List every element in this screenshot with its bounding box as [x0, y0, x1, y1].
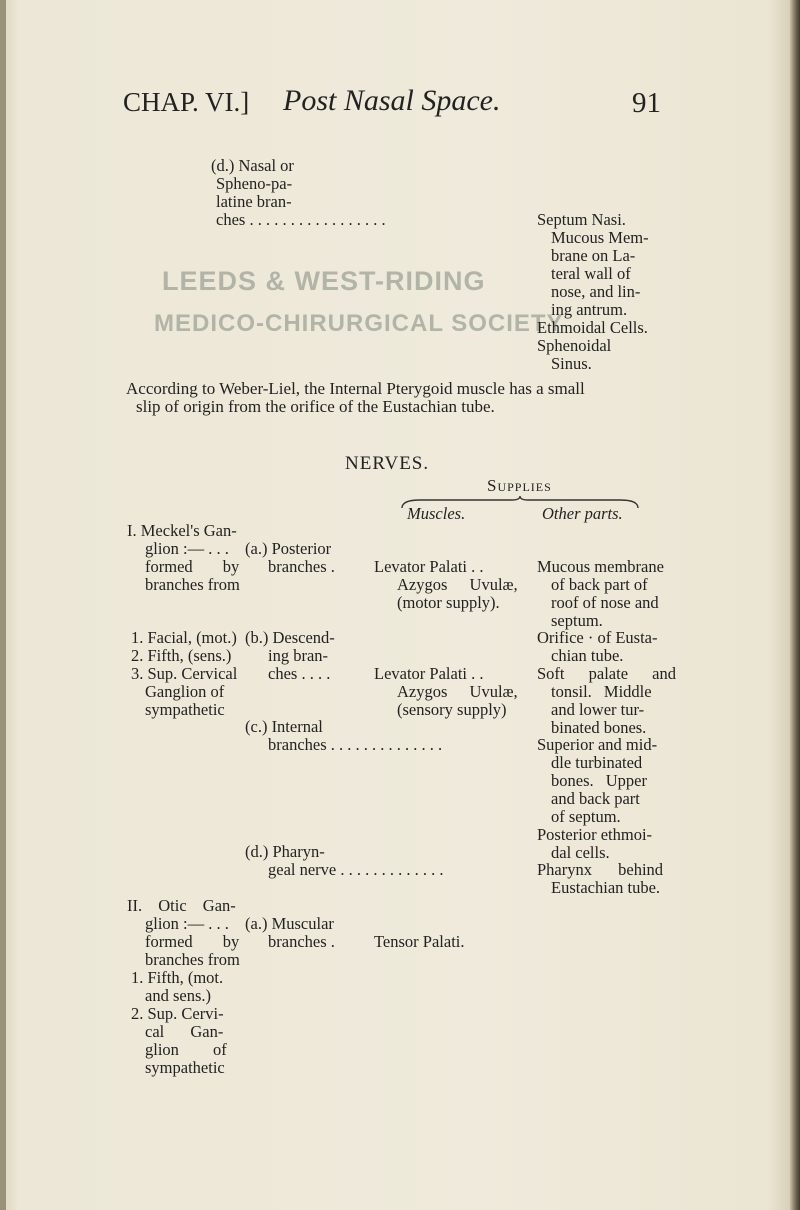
other-line-17: dal cells.	[551, 843, 610, 862]
otic-line-2: glion :— . . .	[145, 914, 229, 933]
branch-a-line-2: branches .	[268, 557, 335, 576]
meckel-line-4: branches from	[145, 575, 240, 594]
meckel-line-5: 1. Facial, (mot.)	[131, 628, 237, 647]
supplies-heading: Supplies	[487, 476, 552, 495]
library-stamp-line1: LEEDS & WEST-RIDING	[162, 266, 486, 296]
other-line-4: septum.	[551, 611, 603, 630]
other-line-7: Soft palate and	[537, 664, 676, 683]
other-line-10: binated bones.	[551, 718, 647, 737]
branch-b-line-1: (b.) Descend-	[245, 628, 335, 647]
other-line-12: dle turbinated	[551, 753, 643, 772]
otic-branch-line-2: branches .	[268, 932, 335, 951]
muscles-b-line-1: Levator Palati . .	[374, 664, 484, 683]
library-stamp-line2: MEDICO-CHIRURGICAL SOCIETY	[154, 310, 564, 337]
meckel-line-1: I. Meckel's Gan-	[127, 521, 237, 540]
top-entry-right-1: Septum Nasi.	[537, 210, 626, 229]
top-entry-left-2: Spheno-pa-	[216, 174, 293, 193]
other-line-1: Mucous membrane	[537, 557, 664, 576]
page-right-edge	[790, 0, 800, 1210]
otic-line-5: 1. Fifth, (mot.	[131, 968, 224, 987]
page-left-edge	[0, 0, 6, 1210]
branch-b-line-2: ing bran-	[268, 646, 329, 665]
muscles-a-line-1: Levator Palati . .	[374, 557, 484, 576]
otic-line-4: branches from	[145, 950, 240, 969]
branch-c-line-2: branches . . . . . . . . . . . . . .	[268, 735, 443, 754]
otic-muscle-line-1: Tensor Palati.	[374, 932, 465, 951]
branch-a-line-1: (a.) Posterior	[245, 539, 332, 558]
otic-line-10: sympathetic	[145, 1058, 225, 1077]
page-number: 91	[632, 87, 661, 119]
top-entry-left-3: latine bran-	[216, 192, 292, 211]
muscles-a-line-2: Azygos Uvulæ,	[397, 575, 518, 594]
meckel-line-2: glion :— . . .	[145, 539, 229, 558]
otic-line-1: II. Otic Gan-	[127, 896, 236, 915]
meckel-line-3: formed by	[145, 557, 240, 576]
other-line-18: Pharynx behind	[537, 860, 664, 879]
top-entry-right-9: Sinus.	[551, 354, 592, 373]
top-entry-right-6: ing antrum.	[551, 300, 628, 319]
branch-c-line-1: (c.) Internal	[245, 717, 323, 736]
branch-d-line-1: (d.) Pharyn-	[245, 842, 325, 861]
other-line-2: of back part of	[551, 575, 648, 594]
muscles-a-line-3: (motor supply).	[397, 593, 500, 612]
body-paragraph-line2: slip of origin from the orifice of the Eustachian tube.	[136, 397, 495, 416]
nerves-heading: NERVES.	[345, 453, 430, 474]
otic-branch-line-1: (a.) Muscular	[245, 914, 334, 933]
meckel-line-9: sympathetic	[145, 700, 225, 719]
branch-d-line-2: geal nerve . . . . . . . . . . . . .	[268, 860, 444, 879]
top-entry-right-2: Mucous Mem-	[551, 228, 649, 247]
otic-line-6: and sens.)	[145, 986, 211, 1005]
branch-b-line-3: ches . . . .	[268, 664, 331, 683]
otic-line-7: 2. Sup. Cervi-	[131, 1004, 224, 1023]
meckel-line-6: 2. Fifth, (sens.)	[131, 646, 232, 665]
other-line-9: and lower tur-	[551, 700, 645, 719]
other-line-14: and back part	[551, 789, 640, 808]
otic-line-9: glion of	[145, 1040, 227, 1059]
other-line-15: of septum.	[551, 807, 621, 826]
column-header-muscles: Muscles.	[407, 504, 466, 523]
column-header-other-parts: Other parts.	[542, 504, 623, 523]
muscles-b-line-2: Azygos Uvulæ,	[397, 682, 518, 701]
otic-line-3: formed by	[145, 932, 240, 951]
other-line-19: Eustachian tube.	[551, 878, 661, 897]
page-title: Post Nasal Space.	[283, 84, 501, 117]
other-line-11: Superior and mid-	[537, 735, 658, 754]
other-line-13: bones. Upper	[551, 771, 647, 790]
top-entry-right-4: teral wall of	[551, 264, 631, 283]
other-line-5: Orifice · of Eusta-	[537, 628, 658, 647]
meckel-line-8: Ganglion of	[145, 682, 225, 701]
other-line-16: Posterior ethmoi-	[537, 825, 653, 844]
muscles-b-line-3: (sensory supply)	[397, 700, 507, 719]
body-paragraph-line1: According to Weber-Liel, the Internal Pterygoid muscle has a small	[126, 379, 585, 398]
top-entry-right-5: nose, and lin-	[551, 282, 641, 301]
top-entry-right-3: brane on La-	[551, 246, 636, 265]
other-line-3: roof of nose and	[551, 593, 659, 612]
other-line-8: tonsil. Middle	[551, 682, 652, 701]
top-entry-left-1: (d.) Nasal or	[211, 156, 294, 175]
otic-line-8: cal Gan-	[145, 1022, 224, 1041]
chapter-label: CHAP. VI.]	[123, 87, 250, 117]
top-entry-right-8: Sphenoidal	[537, 336, 612, 355]
meckel-line-7: 3. Sup. Cervical	[131, 664, 238, 683]
top-entry-right-7: Ethmoidal Cells.	[537, 318, 648, 337]
other-line-6: chian tube.	[551, 646, 624, 665]
top-entry-left-4: ches . . . . . . . . . . . . . . . . .	[216, 210, 386, 229]
